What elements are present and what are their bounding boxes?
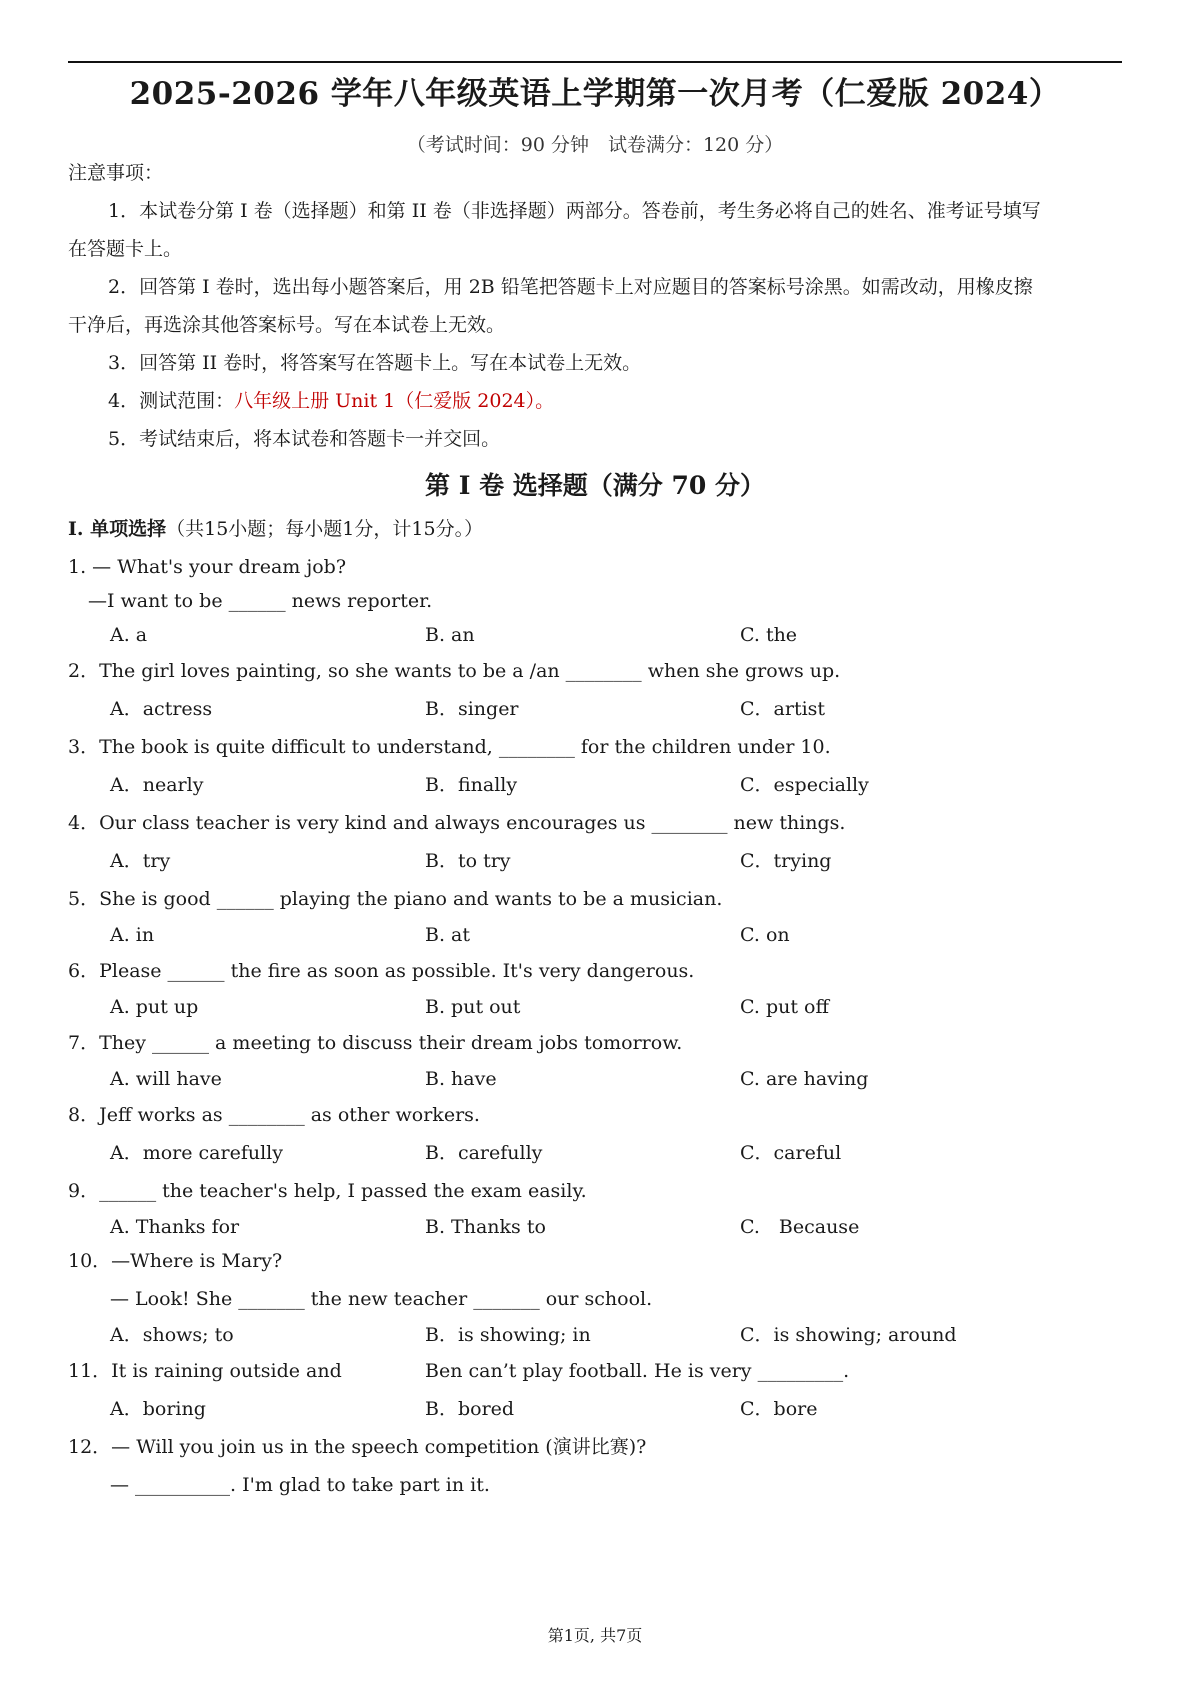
- question-8-option-b[interactable]: B．carefully: [425, 1142, 543, 1164]
- question-9-option-c[interactable]: C. Because: [740, 1216, 860, 1238]
- question-4-option-a[interactable]: A．try: [110, 850, 171, 872]
- question-10-option-c[interactable]: C．is showing; around: [740, 1324, 957, 1346]
- exam-subtitle: （考试时间：90 分钟 试卷满分：120 分）: [406, 134, 784, 156]
- question-8-option-c[interactable]: C．careful: [740, 1142, 842, 1164]
- question-11-stem-end: Ben can’t play football. He is very _________.: [425, 1360, 850, 1382]
- question-6-option-b[interactable]: B. put out: [425, 996, 521, 1018]
- question-9-option-a[interactable]: A. Thanks for: [110, 1216, 240, 1238]
- question-7-stem: 7．They ______ a meeting to discuss their dream jobs tomorrow.: [68, 1032, 683, 1054]
- question-3-option-b[interactable]: B．finally: [425, 774, 518, 796]
- question-2-option-b[interactable]: B．singer: [425, 698, 519, 720]
- notice-item-1b: 在答题卡上。: [68, 238, 183, 260]
- question-10-option-b[interactable]: B．is showing; in: [425, 1324, 591, 1346]
- notice-item-4-label: 4．测试范围：: [108, 390, 235, 412]
- notice-item-2b: 干净后，再选涂其他答案标号。写在本试卷上无效。: [68, 314, 506, 336]
- question-11-option-c[interactable]: C．bore: [740, 1398, 818, 1420]
- part-description: （共15小题；每小题1分，计15分。）: [166, 518, 484, 540]
- question-10-option-a[interactable]: A．shows; to: [110, 1324, 234, 1346]
- question-1-option-c[interactable]: C. the: [740, 624, 798, 646]
- question-5-option-b[interactable]: B. at: [425, 924, 471, 946]
- question-5-option-a[interactable]: A. in: [110, 924, 155, 946]
- question-1-option-a[interactable]: A. a: [110, 624, 148, 646]
- question-12-answer-line: — __________. I'm glad to take part in it.: [110, 1474, 490, 1496]
- question-1-answer-line: —I want to be ______ news reporter.: [88, 590, 433, 612]
- notice-item-4: [108, 388, 554, 414]
- notice-item-4-scope: 八年级上册 Unit 1（仁爱版 2024）。: [234, 390, 555, 412]
- question-4-option-b[interactable]: B．to try: [425, 850, 511, 872]
- question-1-option-b[interactable]: B. an: [425, 624, 475, 646]
- question-11-stem-start: 11．It is raining outside and: [68, 1360, 342, 1382]
- question-3-stem: 3．The book is quite difficult to understand, ________ for the children under 10.: [68, 736, 831, 758]
- notice-item-5: 5．考试结束后，将本试卷和答题卡一并交回。: [108, 428, 501, 450]
- question-3-option-a[interactable]: A．nearly: [110, 774, 204, 796]
- notice-heading: 注意事项：: [68, 162, 164, 184]
- question-4-stem: 4．Our class teacher is very kind and always encourages us ________ new things.: [68, 812, 846, 834]
- question-6-stem: 6．Please ______ the fire as soon as possible. It's very dangerous.: [68, 960, 695, 982]
- question-2-option-c[interactable]: C．artist: [740, 698, 826, 720]
- question-11-option-a[interactable]: A．boring: [110, 1398, 206, 1420]
- question-12-stem: 12．— Will you join us in the speech competition (演讲比赛)?: [68, 1436, 647, 1458]
- notice-item-3: 3．回答第 II 卷时，将答案写在答题卡上。写在本试卷上无效。: [108, 352, 642, 374]
- question-3-option-c[interactable]: C．especially: [740, 774, 869, 796]
- question-7-option-c[interactable]: C. are having: [740, 1068, 869, 1090]
- question-8-option-a[interactable]: A．more carefully: [110, 1142, 283, 1164]
- question-9-option-b[interactable]: B. Thanks to: [425, 1216, 546, 1238]
- question-10-stem: 10．—Where is Mary?: [68, 1250, 283, 1272]
- exam-title: 2025-2026 学年八年级英语上学期第一次月考（仁爱版 2024）: [129, 76, 1061, 112]
- question-6-option-a[interactable]: A. put up: [110, 996, 199, 1018]
- question-2-option-a[interactable]: A．actress: [110, 698, 213, 720]
- question-7-option-b[interactable]: B. have: [425, 1068, 497, 1090]
- question-4-option-c[interactable]: C．trying: [740, 850, 832, 872]
- question-10-answer-line: — Look! She _______ the new teacher _______ our school.: [110, 1288, 653, 1310]
- question-5-stem: 5．She is good ______ playing the piano and wants to be a musician.: [68, 888, 723, 910]
- question-11-option-b[interactable]: B．bored: [425, 1398, 515, 1420]
- question-8-stem: 8．Jeff works as ________ as other workers.: [68, 1104, 480, 1126]
- page-footer: 第1页, 共7页: [547, 1626, 643, 1645]
- part-label: I. 单项选择: [68, 518, 167, 540]
- question-5-option-c[interactable]: C. on: [740, 924, 790, 946]
- notice-item-2a: 2．回答第 I 卷时，选出每小题答案后，用 2B 铅笔把答题卡上对应题目的答案标号涂黑。如需改动，用橡皮擦: [108, 276, 1033, 298]
- notice-item-1a: 1．本试卷分第 I 卷（选择题）和第 II 卷（非选择题）两部分。答卷前，考生务必将自己的姓名、准考证号填写: [108, 200, 1041, 222]
- top-rule: [68, 61, 1122, 63]
- question-2-stem: 2．The girl loves painting, so she wants to be a /an ________ when she grows up.: [68, 660, 841, 682]
- question-9-stem: 9．______ the teacher's help, I passed the exam easily.: [68, 1180, 587, 1202]
- question-1-stem: 1. — What's your dream job?: [68, 556, 347, 578]
- question-6-option-c[interactable]: C. put off: [740, 996, 829, 1018]
- section-title: 第 I 卷 选择题（满分 70 分）: [424, 471, 765, 500]
- question-7-option-a[interactable]: A. will have: [110, 1068, 222, 1090]
- part-heading: [68, 516, 483, 542]
